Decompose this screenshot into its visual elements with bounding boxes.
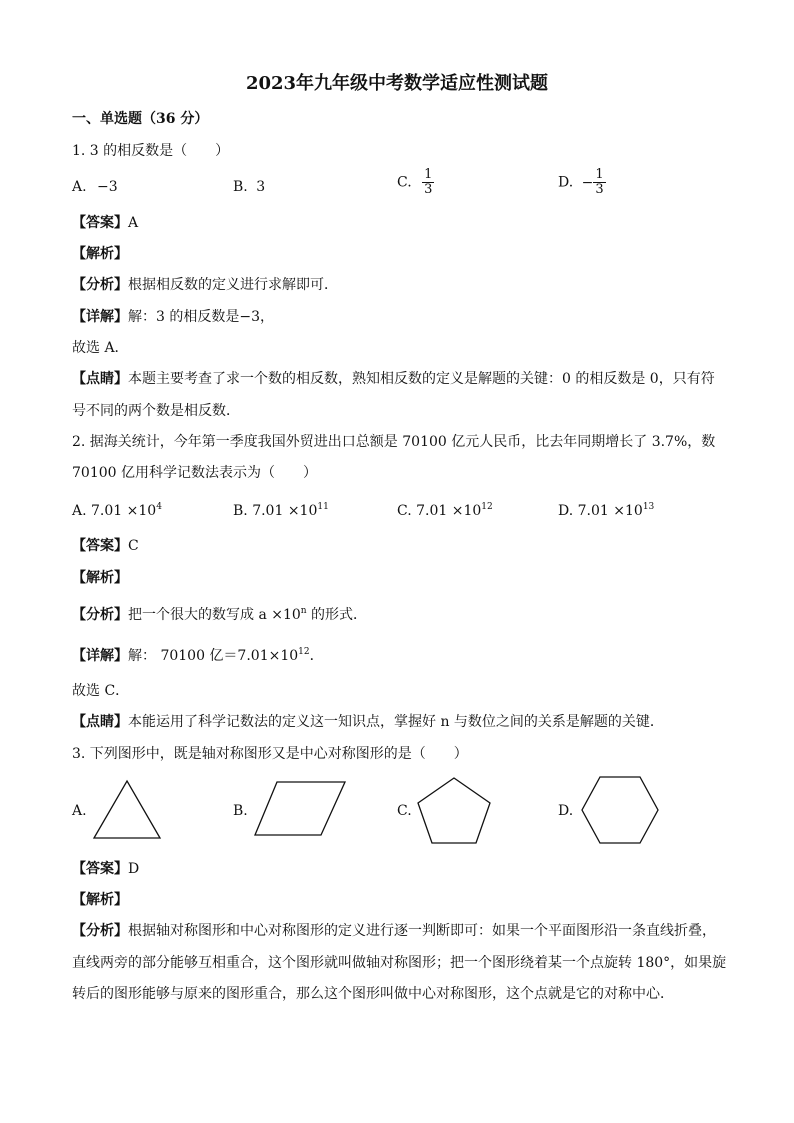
q3-answer: 【答案】D (72, 861, 140, 877)
option-letter: B. (233, 179, 248, 195)
option-text: −3 (97, 179, 118, 195)
q3-fenxi: 【分析】根据轴对称图形和中心对称图形的定义进行逐一判断即可：如果一个平面图形沿一条直线折叠， (72, 923, 716, 939)
option-letter: D. (558, 174, 574, 191)
fraction-denominator: 3 (595, 182, 604, 197)
q3-analysis-label: 【解析】 (72, 892, 128, 908)
q2-stem: 2. 据海关统计，今年第一季度我国外贸进出口总额是 70100 亿元人民币，比去年同期增长了 3.7%，数 (72, 434, 716, 450)
fraction-numerator: 1 (595, 167, 604, 182)
q2-fenxi: 【分析】把一个很大的数写成 $a \times 10^n$ 的形式． (72, 606, 368, 623)
q1-option-b (233, 178, 265, 196)
pentagon-figure (416, 776, 492, 846)
q1-dianjing-cont: 号不同的两个数是相反数． (72, 403, 240, 419)
q3-option-a-letter: A. (72, 803, 87, 819)
q2-stem-cont: 70100 亿用科学记数法表示为（ ） (72, 465, 317, 481)
q3-option-d-letter: D. (558, 803, 574, 819)
parallelogram-figure (253, 780, 347, 838)
fraction-numerator: 1 (424, 167, 433, 182)
q1-xiangjie: 【详解】解：3 的相反数是−3， (72, 309, 274, 325)
q2-option-a: A. $7.01 \times 10^4$ (72, 502, 162, 519)
q1-fenxi: 【分析】根据相反数的定义进行求解即可． (72, 277, 338, 293)
q3-fenxi-cont: 直线两旁的部分能够互相重合，这个图形就叫做轴对称图形；把一个图形绕着某一个点旋转 180°，如果旋 (72, 955, 727, 971)
option-letter: A. (72, 179, 87, 195)
page-title: 2023年九年级中考数学适应性测试题 (245, 73, 549, 94)
q3-stem: 3. 下列图形中，既是轴对称图形又是中心对称图形的是（ ） (72, 746, 468, 762)
q1-option-c (397, 168, 434, 197)
q2-option-b: B. $7.01 \times 10^{11}$ (233, 502, 329, 519)
q1-option-d (558, 168, 606, 197)
fraction (422, 168, 434, 197)
q2-analysis-label: 【解析】 (72, 570, 128, 586)
q3-fenxi-cont: 转后的图形能够与原来的图形重合，那么这个图形叫做中心对称图形，这个点就是它的对称中心． (72, 986, 674, 1002)
q1-stem: 1. 3 的相反数是（ ） (72, 143, 230, 159)
section-heading: 一、单选题（36 分） (72, 111, 209, 127)
q1-answer: 【答案】A (72, 215, 139, 231)
triangle-figure (92, 779, 162, 841)
fraction (593, 168, 605, 197)
option-sign: − (581, 174, 594, 191)
q2-xiangjie: 【详解】解： 70100 亿$=7.01\times 10^{12}$． (72, 647, 324, 664)
hexagon-figure (580, 775, 660, 845)
q1-choose: 故选 A． (72, 340, 129, 356)
q1-analysis-label: 【解析】 (72, 246, 128, 262)
q2-option-c: C. $7.01 \times 10^{12}$ (397, 502, 493, 519)
q3-option-b-letter: B. (233, 803, 248, 819)
q3-option-c-letter: C. (397, 803, 412, 819)
q2-choose: 故选 C． (72, 683, 130, 699)
q2-answer: 【答案】C (72, 538, 139, 554)
q2-dianjing: 【点睛】本能运用了科学记数法的定义这一知识点，掌握好 n 与数位之间的关系是解题的关键． (72, 714, 664, 730)
option-text: 3 (256, 179, 266, 195)
option-letter: C. (397, 174, 412, 191)
fraction-denominator: 3 (424, 182, 433, 197)
q2-option-d: D. $7.01 \times 10^{13}$ (558, 502, 655, 519)
q1-dianjing: 【点睛】本题主要考查了求一个数的相反数，熟知相反数的定义是解题的关键：0 的相反数是 0，只有符 (72, 371, 715, 387)
q1-option-a (72, 178, 118, 196)
